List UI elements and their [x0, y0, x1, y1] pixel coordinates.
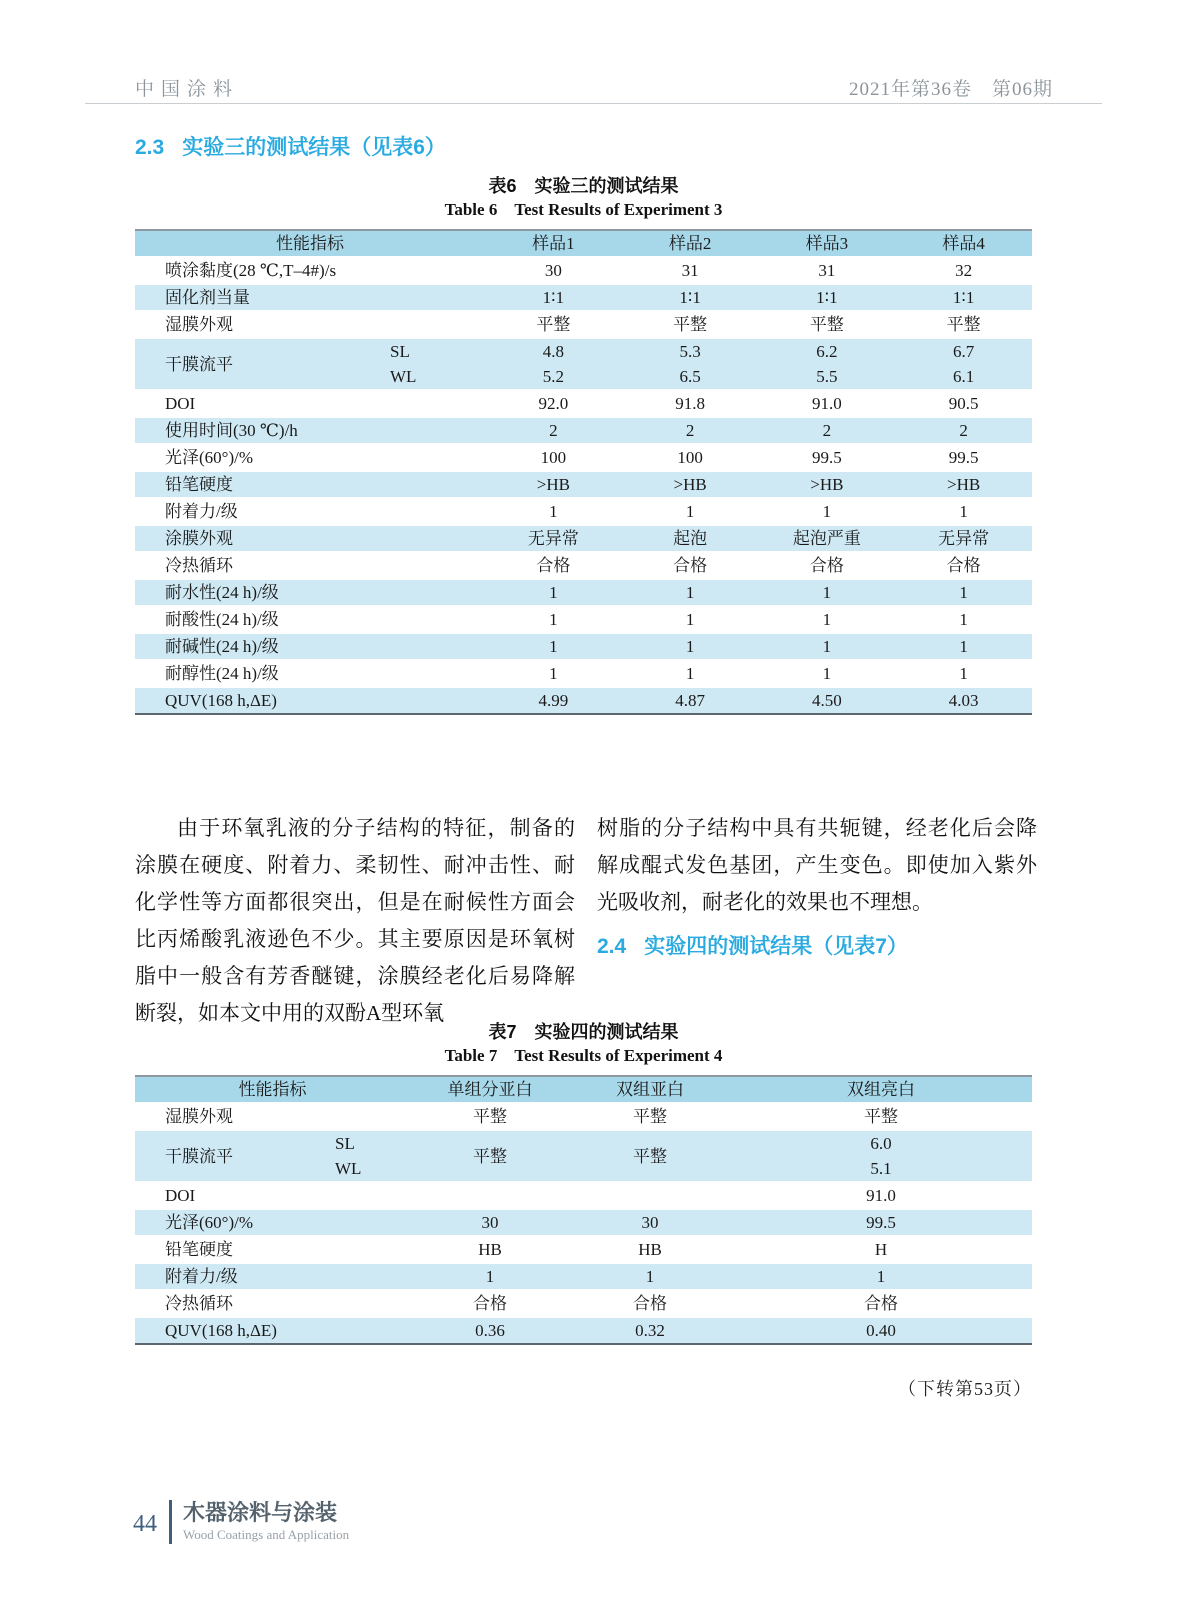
table-value: H: [874, 1240, 888, 1259]
table-row: [135, 1237, 1032, 1264]
paragraph-left: 由于环氧乳液的分子结构的特征，制备的涂膜在硬度、附着力、柔韧性、耐冲击性、耐化学性等方面都很突出，但是在耐候性方面会比丙烯酸乳液逊色不少。其主要原因是环氧树脂中一般含有芳香醚键，涂膜经老化后易降解断裂，如本文中用的双酚A型环氧: [135, 816, 575, 1025]
table-value: 平整: [809, 315, 844, 334]
row-label: 光泽(60°)/%: [165, 1213, 254, 1232]
table-cell: [622, 339, 759, 389]
footer-divider: [169, 1500, 172, 1544]
row-label: 湿膜外观: [165, 1107, 233, 1126]
table-row: [135, 418, 1032, 445]
table-value: 100: [540, 448, 567, 467]
table-header-row: [135, 231, 1032, 258]
column-header: 样品4: [942, 234, 985, 253]
table-value: 1: [685, 637, 695, 656]
column-header: 样品2: [668, 234, 712, 253]
table-row: [135, 1318, 1032, 1343]
table-value: 32: [955, 261, 973, 280]
table6-block: [135, 174, 1032, 715]
table-value: 99.5: [948, 448, 979, 467]
sub-label: WL: [335, 1159, 362, 1178]
sub-label: WL: [390, 367, 417, 386]
table-value: 92.0: [538, 394, 569, 413]
table-value: 1: [822, 583, 832, 602]
table-row: [135, 339, 1032, 391]
running-head: [135, 74, 1053, 101]
table-row: [135, 661, 1032, 688]
footer-titles: [183, 1501, 349, 1543]
table-value: 无异常: [938, 529, 990, 548]
sub-label: SL: [390, 342, 410, 361]
table-value: 4.03: [948, 691, 979, 710]
row-label: 耐醇性(24 h)/级: [165, 664, 279, 683]
table-value: 1∶1: [816, 288, 838, 307]
row-label: 使用时间(30 ℃)/h: [165, 421, 298, 440]
section-heading-2-3: [135, 131, 446, 161]
table-value: 5.1: [870, 1159, 892, 1178]
table-value: 1: [685, 664, 695, 683]
column-header: 双组亚白: [616, 1080, 684, 1099]
table-value: 6.1: [953, 367, 975, 386]
table-value: 1: [959, 583, 968, 602]
table-value: 5.2: [542, 367, 564, 386]
table-cell: [759, 339, 896, 389]
table-header-row: [135, 1077, 1032, 1104]
table-value: 31: [681, 261, 699, 280]
table-row: [135, 258, 1032, 285]
page-footer: [133, 1500, 349, 1544]
table-row: [135, 312, 1032, 339]
table-value: 1∶1: [952, 288, 975, 307]
table-row: [135, 580, 1032, 607]
table-value: 5.3: [679, 342, 701, 361]
table-value: 1: [549, 502, 558, 521]
table-value: 平整: [673, 315, 708, 334]
table-value: >HB: [673, 475, 707, 494]
table-value: 2: [959, 421, 968, 440]
table-row: [135, 553, 1032, 580]
table-value: 6.5: [679, 367, 701, 386]
table-value: 无异常: [527, 529, 579, 548]
issue-info: 2021年第36卷 第06期: [848, 79, 1053, 100]
table-value: HB: [478, 1240, 502, 1259]
table-value: 1: [959, 502, 968, 521]
row-label: 光泽(60°)/%: [165, 448, 254, 467]
table-value: 合格: [633, 1294, 667, 1313]
row-label: 喷涂黏度(28 ℃,T–4#)/s: [165, 261, 337, 280]
section-title: 实验四的测试结果（见表7）: [644, 935, 908, 958]
table-value: 5.5: [816, 367, 838, 386]
row-label: 耐酸性(24 h)/级: [165, 610, 279, 629]
table-value: HB: [638, 1240, 662, 1259]
table-row: [135, 688, 1032, 713]
section-heading-2-4: [597, 930, 1037, 960]
table6-title-zh: 表6 实验三的测试结果: [488, 176, 679, 196]
table-value: 2: [549, 421, 558, 440]
table-value: 1: [685, 610, 695, 629]
table-value: 4.8: [542, 342, 564, 361]
column-header: 性能指标: [276, 234, 344, 253]
table-row: [135, 1210, 1032, 1237]
table-row: [135, 634, 1032, 661]
table-value: 99.5: [812, 448, 842, 467]
row-label: 耐碱性(24 h)/级: [165, 637, 279, 656]
table-value: 91.0: [866, 1186, 896, 1205]
column-header: 双组亮白: [847, 1080, 915, 1099]
table-value: 1: [685, 502, 695, 521]
row-label: 涂膜外观: [165, 529, 233, 548]
table-value: 2: [822, 421, 832, 440]
table-value: 6.0: [870, 1134, 892, 1153]
table-cell: [730, 1131, 1032, 1181]
row-label: 湿膜外观: [165, 315, 233, 334]
table-value: 1: [959, 664, 968, 683]
header-rule: [85, 103, 1102, 104]
section-number: 2.4: [597, 935, 627, 958]
table-value: 平整: [633, 1107, 667, 1126]
table6-title-en: Table 6 Test Results of Experiment 3: [444, 200, 723, 219]
row-label: 附着力/级: [165, 502, 238, 521]
table-value: 0.36: [475, 1321, 505, 1340]
table-value: 1: [645, 1267, 655, 1286]
table-value: 1: [485, 1267, 495, 1286]
table-value: 平整: [864, 1107, 898, 1126]
table-value: 平整: [473, 1107, 507, 1126]
table-value: 6.7: [953, 342, 975, 361]
table-value: 平整: [473, 1146, 507, 1166]
table-row: [135, 472, 1032, 499]
table-value: 30: [544, 261, 562, 280]
row-label: QUV(168 h,ΔE): [165, 691, 277, 710]
table-value: 1: [549, 583, 558, 602]
table-value: 合格: [536, 556, 571, 575]
table-row: [135, 391, 1032, 418]
table-row: [135, 1131, 1032, 1183]
row-label: 冷热循环: [165, 556, 233, 575]
row-label: QUV(168 h,ΔE): [165, 1321, 277, 1340]
table-value: 6.2: [816, 342, 838, 361]
table-value: 1: [549, 664, 558, 683]
table-value: 0.40: [866, 1321, 896, 1340]
page-number: 44: [133, 1511, 157, 1537]
table-value: 1: [822, 637, 832, 656]
table-value: >HB: [536, 475, 570, 494]
row-label: DOI: [165, 394, 196, 413]
table-cell: [895, 339, 1032, 389]
table7-block: [135, 1020, 1032, 1345]
table-value: 0.32: [635, 1321, 665, 1340]
table-value: 90.5: [948, 394, 979, 413]
table-value: 平整: [633, 1146, 667, 1166]
row-label: 干膜流平: [165, 1146, 233, 1166]
table-row: [135, 1291, 1032, 1318]
table-value: 1: [959, 610, 968, 629]
table-value: 100: [677, 448, 703, 467]
table-value: >HB: [947, 475, 981, 494]
table-value: 合格: [864, 1294, 898, 1313]
row-sublabels: [350, 339, 485, 389]
table-value: 起泡严重: [792, 529, 861, 548]
row-sublabels: [300, 1131, 410, 1181]
table-value: 平整: [946, 315, 981, 334]
row-label: 附着力/级: [165, 1267, 238, 1286]
table-value: 2: [685, 421, 695, 440]
table-value: 1: [822, 610, 832, 629]
table-value: 起泡: [673, 529, 708, 548]
table-value: >HB: [810, 475, 844, 494]
table-cell: [485, 339, 622, 389]
table-row: [135, 285, 1032, 312]
row-label: 固化剂当量: [165, 288, 250, 307]
table-value: 99.5: [866, 1213, 896, 1232]
section-title: 实验三的测试结果（见表6）: [182, 136, 446, 159]
table7-title-en: Table 7 Test Results of Experiment 4: [444, 1046, 723, 1065]
table-value: 合格: [473, 1294, 507, 1313]
section-number: 2.3: [135, 136, 165, 159]
table-row: [135, 1264, 1032, 1291]
table-value: 合格: [673, 556, 708, 575]
paragraph-right: 树脂的分子结构中具有共轭键，经老化后会降解成醌式发色基团，产生变色。即使加入紫外光吸收剂，耐老化的效果也不理想。: [597, 816, 1037, 914]
table-value: 4.50: [812, 691, 842, 710]
table-value: 1∶1: [542, 288, 565, 307]
column-header: 样品1: [532, 234, 575, 253]
table-value: 30: [481, 1213, 499, 1232]
row-label: 冷热循环: [165, 1294, 233, 1313]
row-label: DOI: [165, 1186, 196, 1205]
column-header: 性能指标: [238, 1080, 307, 1099]
right-column: [597, 810, 1037, 1032]
table-value: 1: [959, 637, 968, 656]
table-row: [135, 1104, 1032, 1131]
table-row: [135, 607, 1032, 634]
row-label: 干膜流平: [165, 354, 233, 374]
table-value: 1: [876, 1267, 886, 1286]
table-value: 91.0: [812, 394, 842, 413]
row-label: 铅笔硬度: [165, 1240, 233, 1259]
table-value: 1: [685, 583, 695, 602]
table-value: 1∶1: [679, 288, 701, 307]
table-value: 31: [818, 261, 836, 280]
table-value: 1: [822, 664, 832, 683]
table-value: 1: [549, 610, 558, 629]
table-value: 合格: [809, 556, 844, 575]
row-label: 耐水性(24 h)/级: [165, 583, 279, 602]
column-header: 样品3: [805, 234, 849, 253]
row-label: 铅笔硬度: [165, 475, 233, 494]
left-column: [135, 810, 575, 1032]
table7-title-zh: 表7 实验四的测试结果: [488, 1022, 679, 1042]
continuation-note: （下转第53页）: [898, 1379, 1032, 1399]
journal-name: 中国涂料: [135, 79, 240, 100]
table-value: 4.87: [675, 691, 705, 710]
body-columns: [135, 810, 1037, 1032]
footer-title-zh: 木器涂料与涂装: [183, 1500, 338, 1525]
table-value: 1: [822, 502, 832, 521]
table-value: 4.99: [538, 691, 569, 710]
table-row: [135, 526, 1032, 553]
table7: [135, 1075, 1032, 1345]
column-header: 单组分亚白: [447, 1080, 533, 1099]
sub-label: SL: [335, 1134, 355, 1153]
table-value: 30: [641, 1213, 659, 1232]
footer-title-en: Wood Coatings and Application: [183, 1527, 350, 1542]
table-row: [135, 445, 1032, 472]
table-row: [135, 499, 1032, 526]
table-value: 合格: [946, 556, 981, 575]
table-row: [135, 1183, 1032, 1210]
table-value: 91.8: [675, 394, 705, 413]
table6: [135, 229, 1032, 715]
table-value: 平整: [536, 315, 571, 334]
table-value: 1: [549, 637, 558, 656]
